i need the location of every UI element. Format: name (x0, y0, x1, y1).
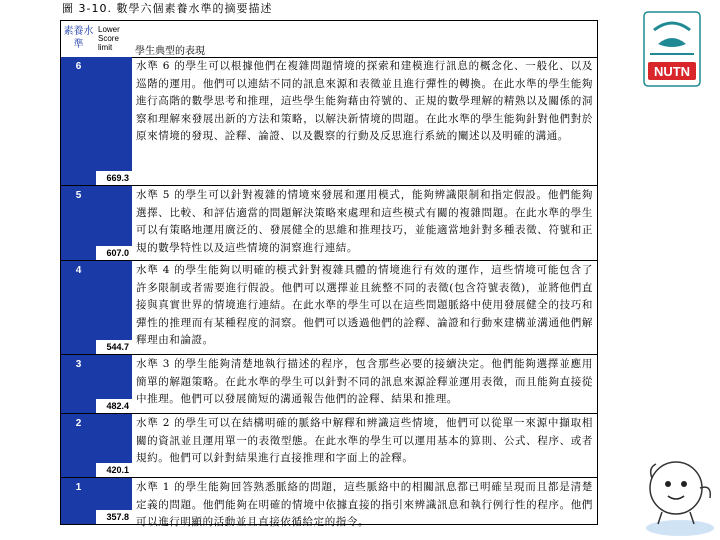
level-number: 2 (75, 418, 82, 429)
level-number: 5 (75, 190, 82, 201)
level-description: 水準 3 的學生能夠清楚地執行描述的程序，包含那些必要的接續決定。他們能夠選擇並應用簡單的解題策略。在此水準的學生可以針對不同的訊息來源詮釋並運用表徵，而且能夠直接從中推理。他們可以發展簡短的溝通報告他們的詮釋、結果和推理。 (136, 358, 593, 405)
lower-score: 357.8 (106, 512, 129, 522)
level-number: 6 (75, 61, 82, 72)
level-cell (61, 57, 132, 185)
lower-score: 482.4 (106, 401, 129, 411)
svg-text:NUTN: NUTN (653, 64, 691, 79)
header-description: 學生典型的表現 (135, 46, 205, 57)
level-cell (61, 261, 132, 354)
level-description: 水準 5 的學生可以針對複雜的情境來發展和運用模式，能夠辨識限制和指定假設。他們能夠選擇、比較、和評估適當的問題解決策略來處理和這些模式有關的複雜問題。在此水準的學生可以有策略地運用廣泛的、發展健全的思維和推理技巧，並能適當地針對多種表徵、符號和正規的數學特性以及這些情境的洞察進行連結。 (136, 189, 593, 254)
level-cell (61, 478, 132, 524)
level-description: 水準 6 的學生可以根據他們在複雜問題情境的探索和建模進行訊息的概念化、一般化、以及巡階的運用。他們可以連結不同的訊息來源和表徵並且進行彈性的轉換。在此水準的學生能夠進行高階的數學思考和推理，這些學生能夠藉由符號的、正規的數學理解的精熟以及關係的洞察和理解來發展出新的方法和策略，以解決新情境的問題。在此水準的學生能夠針對他們對於原來情境的發現、詮釋、論證、以及觀察的行動及反思進行系統的闡述以及明確的溝通。 (136, 60, 593, 142)
level-cell (61, 355, 132, 413)
lower-score: 544.7 (106, 342, 129, 352)
table-row (61, 57, 597, 186)
level-number: 4 (75, 265, 82, 276)
table-row (61, 478, 597, 528)
table-row (61, 186, 597, 261)
figure-title: 圖 3-10. 數學六個素養水準的摘要描述 (62, 2, 273, 15)
mascot-illustration (640, 448, 718, 538)
level-description: 水準 2 的學生可以在結構明確的脈絡中解釋和辨識這些情境，他們可以從單一來源中擷取相關的資訊並且運用單一的表徵型態。在此水準的學生可以運用基本的算則、公式、程序、或者規約。他們可以針對結果進行直接推理和字面上的詮釋。 (136, 417, 593, 464)
proficiency-table (60, 20, 598, 528)
level-number: 3 (75, 359, 82, 370)
level-cell (61, 414, 132, 477)
level-number: 1 (75, 482, 82, 493)
level-description: 水準 1 的學生能夠回答熟悉脈絡的問題，這些脈絡中的相關訊息都已明確呈現而且都是清楚定義的問題。他們能夠在明確的情境中依據直接的指引來辨識訊息和執行例行性的程序。他們可以進行明顯的活動並且直接依循給定的指令。 (136, 481, 593, 528)
table-header (61, 21, 597, 58)
lower-score: 669.3 (106, 173, 129, 183)
level-cell (61, 186, 132, 260)
lower-score: 420.1 (106, 465, 129, 475)
header-lower-score: Lower Score limit (98, 25, 120, 52)
table-row (61, 261, 597, 355)
header-level: 素養水準 (61, 21, 96, 57)
lower-score: 607.0 (106, 248, 129, 258)
table-row (61, 355, 597, 414)
level-description: 水準 4 的學生能夠以明確的模式針對複雜具體的情境進行有效的運作，這些情境可能包含了許多限制或者需要進行假設。他們可以選擇並且統整不同的表徵(包含符號表徵)，並將他們直接與真實世界的情境進行連結。在此水準的學生可以在這些問題脈絡中使用發展健全的技巧和彈性的推理而有某種程度的洞察。他們可以透過他們的詮釋、論證和行動來建構並溝通他們解釋理由和論證。 (136, 264, 593, 346)
table-row (61, 414, 597, 478)
nutn-logo (640, 10, 704, 88)
